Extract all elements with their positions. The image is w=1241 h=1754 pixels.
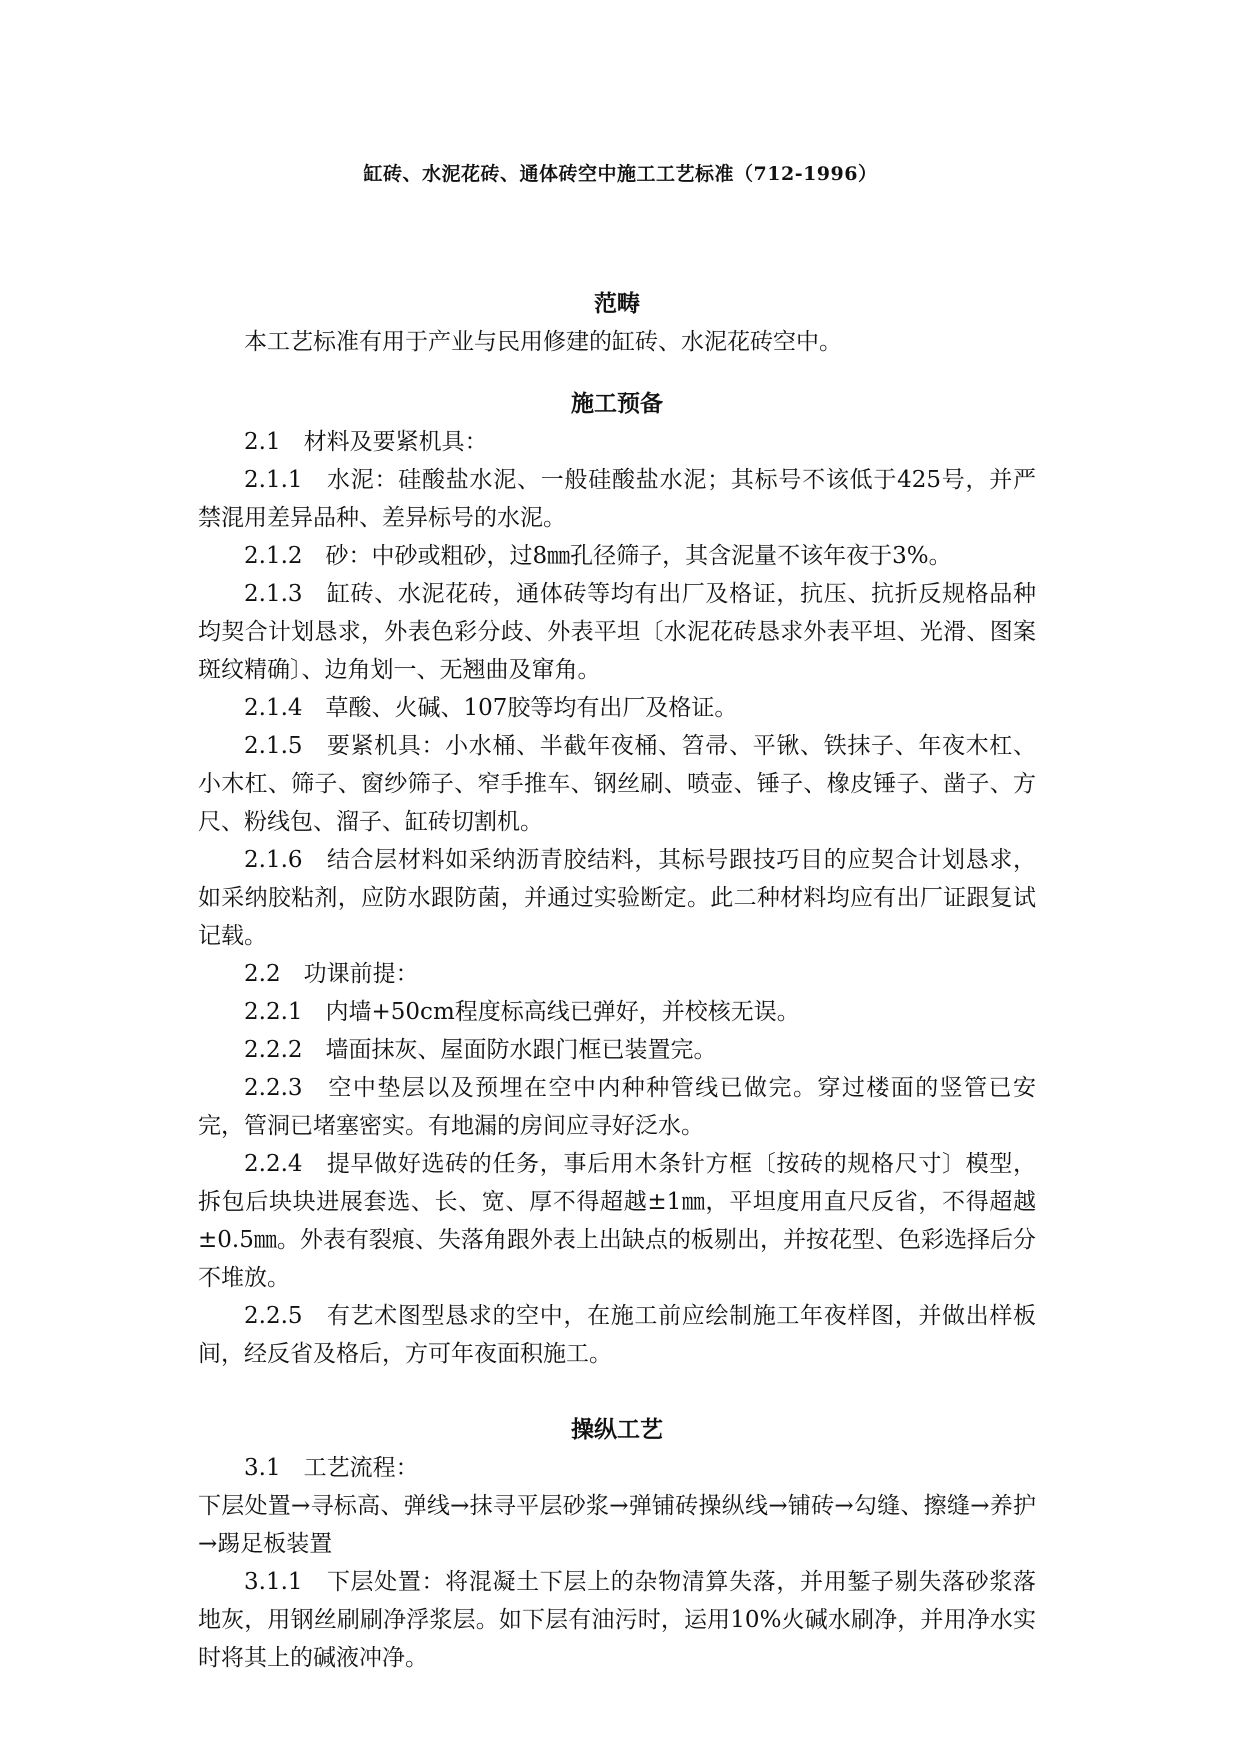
section-spacer <box>198 361 1036 385</box>
section-heading-operation: 操纵工艺 <box>571 1416 663 1443</box>
paragraph: 2.2.1 内墙+50cm程度标高线已弹好，并校核无误。 <box>244 999 800 1025</box>
paragraph: 3.1 工艺流程： <box>244 1455 419 1481</box>
paragraph: 2.1 材料及要紧机具： <box>244 429 488 455</box>
paragraph: 2.1.3 缸砖、水泥花砖，通体砖等均有出厂及格证，抗压、抗折反规格品种均契合计划恳求，外表色彩分歧、外表平坦〔水泥花砖恳求外表平坦、光滑、图案斑纹精确〕、边角划一、无翘曲及窜角。 <box>198 581 1036 683</box>
paragraph: 2.1.6 结合层材料如采纳沥青胶结料，其标号跟技巧目的应契合计划恳求，如采纳胶粘剂，应防水跟防菌，并通过实验断定。此二种材料均应有出厂证跟复试记载。 <box>198 847 1036 949</box>
paragraph: 2.2.4 提早做好选砖的任务，事后用木条针方框〔按砖的规格尺寸〕模型，拆包后块块进展套选、长、宽、厚不得超越±1㎜，平坦度用直尺反省，不得超越±0.5㎜。外表有裂痕、失落角跟外表上出缺点的板剔出，并按花型、色彩选择后分不堆放。 <box>198 1151 1036 1291</box>
document-body <box>198 285 1036 1677</box>
paragraph: 2.1.5 要紧机具：小水桶、半截年夜桶、笤帚、平锹、铁抹子、年夜木杠、小木杠、筛子、窗纱筛子、窄手推车、钢丝刷、喷壶、锤子、橡皮锤子、凿子、方尺、粉线包、溜子、缸砖切割机。 <box>198 733 1036 835</box>
process-flow-text: 下层处置→寻标高、弹线→抹寻平层砂浆→弹铺砖操纵线→铺砖→勾缝、擦缝→养护→踢足板装置 <box>198 1493 1036 1557</box>
paragraph: 2.2.3 空中垫层以及预埋在空中内种种管线已做完。穿过楼面的竖管已安完，管洞已堵塞密实。有地漏的房间应寻好泛水。 <box>198 1075 1036 1139</box>
paragraph: 2.2 功课前提： <box>244 961 419 987</box>
paragraph: 2.1.2 砂：中砂或粗砂，过8㎜孔径筛子，其含泥量不该年夜于3%。 <box>244 543 952 569</box>
document-title: 缸砖、水泥花砖、通体砖空中施工工艺标准（712-1996） <box>363 163 878 185</box>
section-spacer <box>198 1373 1036 1411</box>
section-heading-preparation: 施工预备 <box>571 390 663 417</box>
paragraph: 2.1.4 草酸、火碱、107胶等均有出厂及格证。 <box>244 695 738 721</box>
paragraph: 本工艺标准有用于产业与民用修建的缸砖、水泥花砖空中。 <box>244 329 842 355</box>
paragraph: 3.1.1 下层处置：将混凝土下层上的杂物清算失落，并用錾子剔失落砂浆落地灰，用钢丝刷刷净浮浆层。如下层有油污时，运用10%火碱水刷净，并用净水实时将其上的碱液冲净。 <box>198 1569 1036 1671</box>
paragraph: 2.2.2 墙面抹灰、屋面防水跟门框已装置完。 <box>244 1037 717 1063</box>
section-heading-scope: 范畴 <box>594 290 640 317</box>
paragraph: 2.1.1 水泥：硅酸盐水泥、一般硅酸盐水泥；其标号不该低于425号，并严禁混用差异品种、差异标号的水泥。 <box>198 467 1036 531</box>
paragraph: 2.2.5 有艺术图型恳求的空中，在施工前应绘制施工年夜样图，并做出样板间，经反省及格后，方可年夜面积施工。 <box>198 1303 1036 1367</box>
